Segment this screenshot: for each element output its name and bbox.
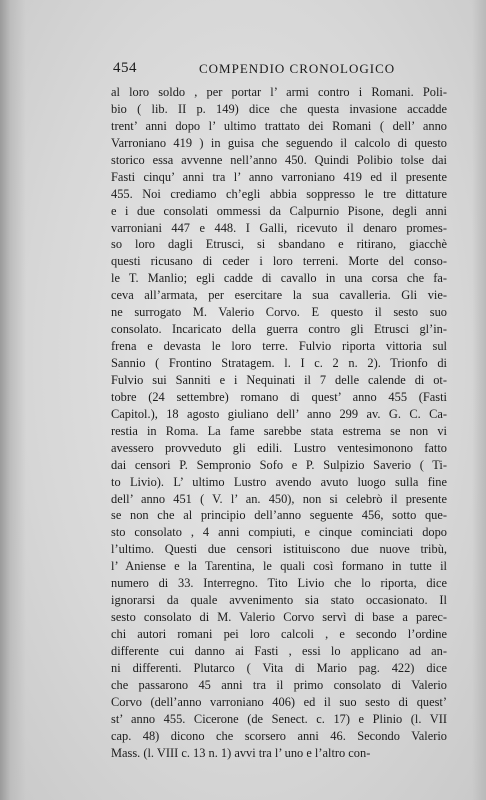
- text-line: Corvo (dell’anno varroniano 406) ed il suo sesto di quest’: [111, 694, 447, 709]
- text-line: tobre (24 settembre) romano di quest’ anno 455 (Fasti: [111, 389, 447, 404]
- text-line: avessero provveduto gli edili. Lustro ventesimonono fatto: [111, 440, 447, 455]
- text-line: so loro dagli Etrusci, si sbandano e ritirano, giacchè: [111, 237, 447, 252]
- text-line: consolato. Incaricato della guerra contro gli Etrusci gl’in-: [111, 322, 447, 337]
- text-line: restia in Roma. La fame sarebbe stata estrema se non vi: [111, 423, 447, 438]
- text-line: l’ultimo. Questi due censori istituiscono due nuove tribù,: [111, 542, 447, 557]
- text-line: ceva all’armata, per esercitare la sua cavalleria. Gli vie-: [111, 288, 447, 303]
- text-line: ignorarsi da quale avvenimento sia stato occasionato. Il: [111, 593, 447, 608]
- text-line: Mass. (l. VIII c. 13 n. 1) avvi tra l’ uno e l’altro con-: [111, 745, 371, 760]
- text-line: cap. 48) dicono che scorsero anni 46. Secondo Valerio: [111, 728, 447, 743]
- text-line: Sannio ( Frontino Stratagem. l. I c. 2 n. 2). Trionfo di: [111, 356, 447, 370]
- page-number: 454: [113, 60, 137, 76]
- text-line: 455. Noi crediamo ch’egli abbia soppresso le tre dittature: [111, 186, 447, 201]
- text-line: questi ricusano di ceder i loro terreni. Morte del conso-: [111, 254, 447, 269]
- text-line: bio ( lib. II p. 149) dice che questa invasione accadde: [111, 101, 447, 116]
- text-line: dai censori P. Sempronio Sofo e P. Sulpizio Saverio ( Ti-: [111, 457, 447, 472]
- text-line: le T. Manlio; egli cadde di cavallo in una corsa che fa-: [111, 271, 447, 286]
- text-line: ni differenti. Plutarco ( Vita di Mario pag. 422) dice: [111, 660, 447, 675]
- body-text: [111, 84, 447, 762]
- text-line: chi autori romani pei loro calcoli , e secondo l’ordine: [111, 627, 447, 641]
- page-header: [113, 60, 445, 78]
- text-line: sesto consolato di M. Valerio Corvo servì di base a parec-: [111, 610, 447, 625]
- text-line: se non che al principio dell’anno seguente 456, sotto que-: [111, 508, 447, 523]
- text-line: dell’ anno 451 ( V. l’ an. 450), non si celebrò il presente: [111, 491, 447, 506]
- text-line: Fulvio sui Sanniti e i Nequinati il 7 delle calende di ot-: [111, 372, 447, 387]
- text-line: Fasti cinqu’ anni tra l’ anno varroniano 419 ed il presente: [111, 169, 447, 184]
- text-line: st’ anno 455. Cicerone (de Senect. c. 17) e Plinio (l. VII: [111, 711, 447, 726]
- text-line: differente cui danno ai Fasti , essi lo applicano ad an-: [111, 643, 447, 658]
- text-line: varroniani 447 e 448. I Galli, ricevuto il denaro promes-: [111, 220, 447, 235]
- text-line: trent’ anni dopo l’ ultimo trattato dei Romani ( dell’ anno: [111, 118, 447, 133]
- text-line: numero di 33. Interregno. Tito Livio che lo riporta, dice: [111, 576, 447, 591]
- text-line: Capitol.), 18 agosto giuliano dell’ anno 299 av. G. C. Ca-: [111, 406, 447, 421]
- text-line: che passarono 45 anni tra il primo consolato di Valerio: [111, 677, 447, 692]
- text-line: l’ Aniense e la Tarentina, le quali così formano in tutte il: [111, 559, 447, 574]
- text-line: sto consolato , 4 anni compiuti, e cinque cominciati dopo: [111, 525, 447, 540]
- text-line: al loro soldo , per portar l’ armi contro i Romani. Poli-: [111, 85, 447, 99]
- text-line: to Livio). L’ ultimo Lustro avendo avuto luogo sulla fine: [111, 474, 447, 489]
- text-line: Varroniano 419 ) in guisa che seguendo il calcolo di questo: [111, 135, 447, 150]
- text-line: ne surrogato M. Valerio Corvo. E questo il sesto suo: [111, 305, 447, 320]
- text-line: e i due consolati ommessi da Calpurnio Pisone, degli anni: [111, 203, 447, 218]
- running-title: COMPENDIO CRONOLOGICO: [199, 61, 396, 76]
- text-line: storico essa avvenne nell’anno 450. Quindi Polibio tolse dai: [111, 152, 447, 167]
- text-line: frena e devasta le loro terre. Fulvio riporta vittoria sul: [111, 339, 447, 354]
